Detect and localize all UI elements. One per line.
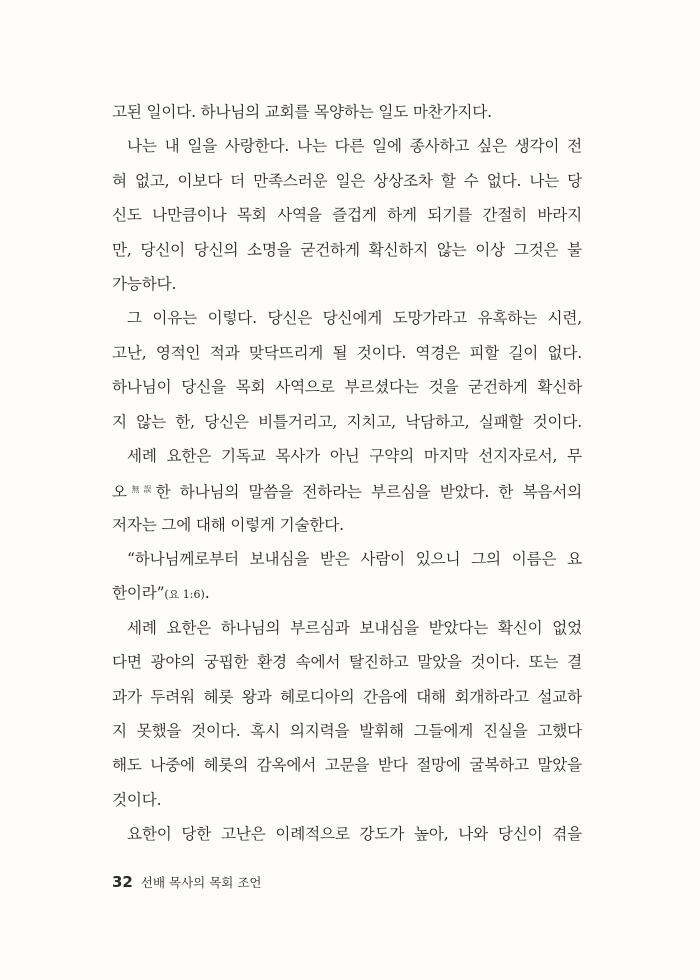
text-line: 해도 나중에 헤롯의 감옥에서 고문을 받다 절망에 굴복하고 말았을 [112, 756, 582, 775]
text-line: 고된 일이다. 하나님의 교회를 목양하는 일도 마찬가지다. [112, 103, 492, 121]
text-line: 가능하다. [112, 274, 177, 293]
text-segment: . [204, 584, 210, 603]
body-text [112, 95, 582, 852]
page-number: 32 [112, 873, 133, 891]
text-line: 고난, 영적인 적과 맞닥뜨리게 될 것이다. 역경은 피할 길이 없다. [112, 343, 582, 362]
text-line: 다면 광야의 궁핍한 환경 속에서 탈진하고 말았을 것이다. 또는 결 [112, 653, 582, 672]
hanja-annotation: 無誤 [126, 485, 156, 495]
text-line: 나는 내 일을 사랑한다. 나는 다른 일에 종사하고 싶은 생각이 전 [127, 137, 582, 156]
text-line: 지 않는 한, 당신은 비틀거리고, 지치고, 낙담하고, 실패할 것이다. [112, 412, 582, 431]
text-line: 혀 없고, 이보다 더 만족스러운 일은 상상조차 할 수 없다. 나는 당 [112, 171, 582, 190]
text-line: 그 이유는 이렇다. 당신은 당신에게 도망가라고 유혹하는 시련, [127, 309, 582, 328]
text-line: 지 못했을 것이다. 혹시 의지력을 발휘해 그들에게 진실을 고했다 [112, 722, 582, 741]
text-line: 요한이 당한 고난은 이례적으로 강도가 높아, 나와 당신이 겪을 [127, 825, 582, 844]
text-line: 세례 요한은 하나님의 부르심과 보내심을 받았다는 확신이 없었 [127, 618, 582, 637]
quote-line [112, 576, 582, 610]
text-line [112, 473, 582, 507]
text-line: 저자는 그에 대해 이렇게 기술한다. [112, 515, 344, 534]
text-line: 세례 요한은 기독교 목사가 아닌 구약의 마지막 선지자로서, 무 [127, 446, 582, 465]
quote-line: “하나님께로부터 보내심을 받은 사람이 있으니 그의 이름은 요 [127, 550, 582, 569]
text-line: 만, 당신이 당신의 소명을 굳건하게 확신하지 않는 이상 그것은 불 [112, 240, 582, 259]
text-segment: 오 [112, 483, 127, 502]
book-title: 선배 목사의 목회 조언 [140, 875, 262, 890]
text-line: 과가 두려워 헤롯 왕과 헤로디아의 간음에 대해 회개하라고 설교하 [112, 687, 582, 706]
text-line: 하나님이 당신을 목회 사역으로 부르셨다는 것을 굳건하게 확신하 [112, 378, 582, 397]
scripture-citation: (요 1:6) [164, 588, 205, 602]
text-segment: 한이라” [112, 584, 165, 603]
page-footer [112, 872, 261, 891]
text-segment: 한 하나님의 말씀을 전하라는 부르심을 받았다. 한 복음서의 [155, 483, 583, 502]
text-line: 신도 나만큼이나 목회 사역을 즐겁게 하게 되기를 간절히 바라지 [112, 206, 582, 225]
text-line: 것이다. [112, 790, 162, 809]
